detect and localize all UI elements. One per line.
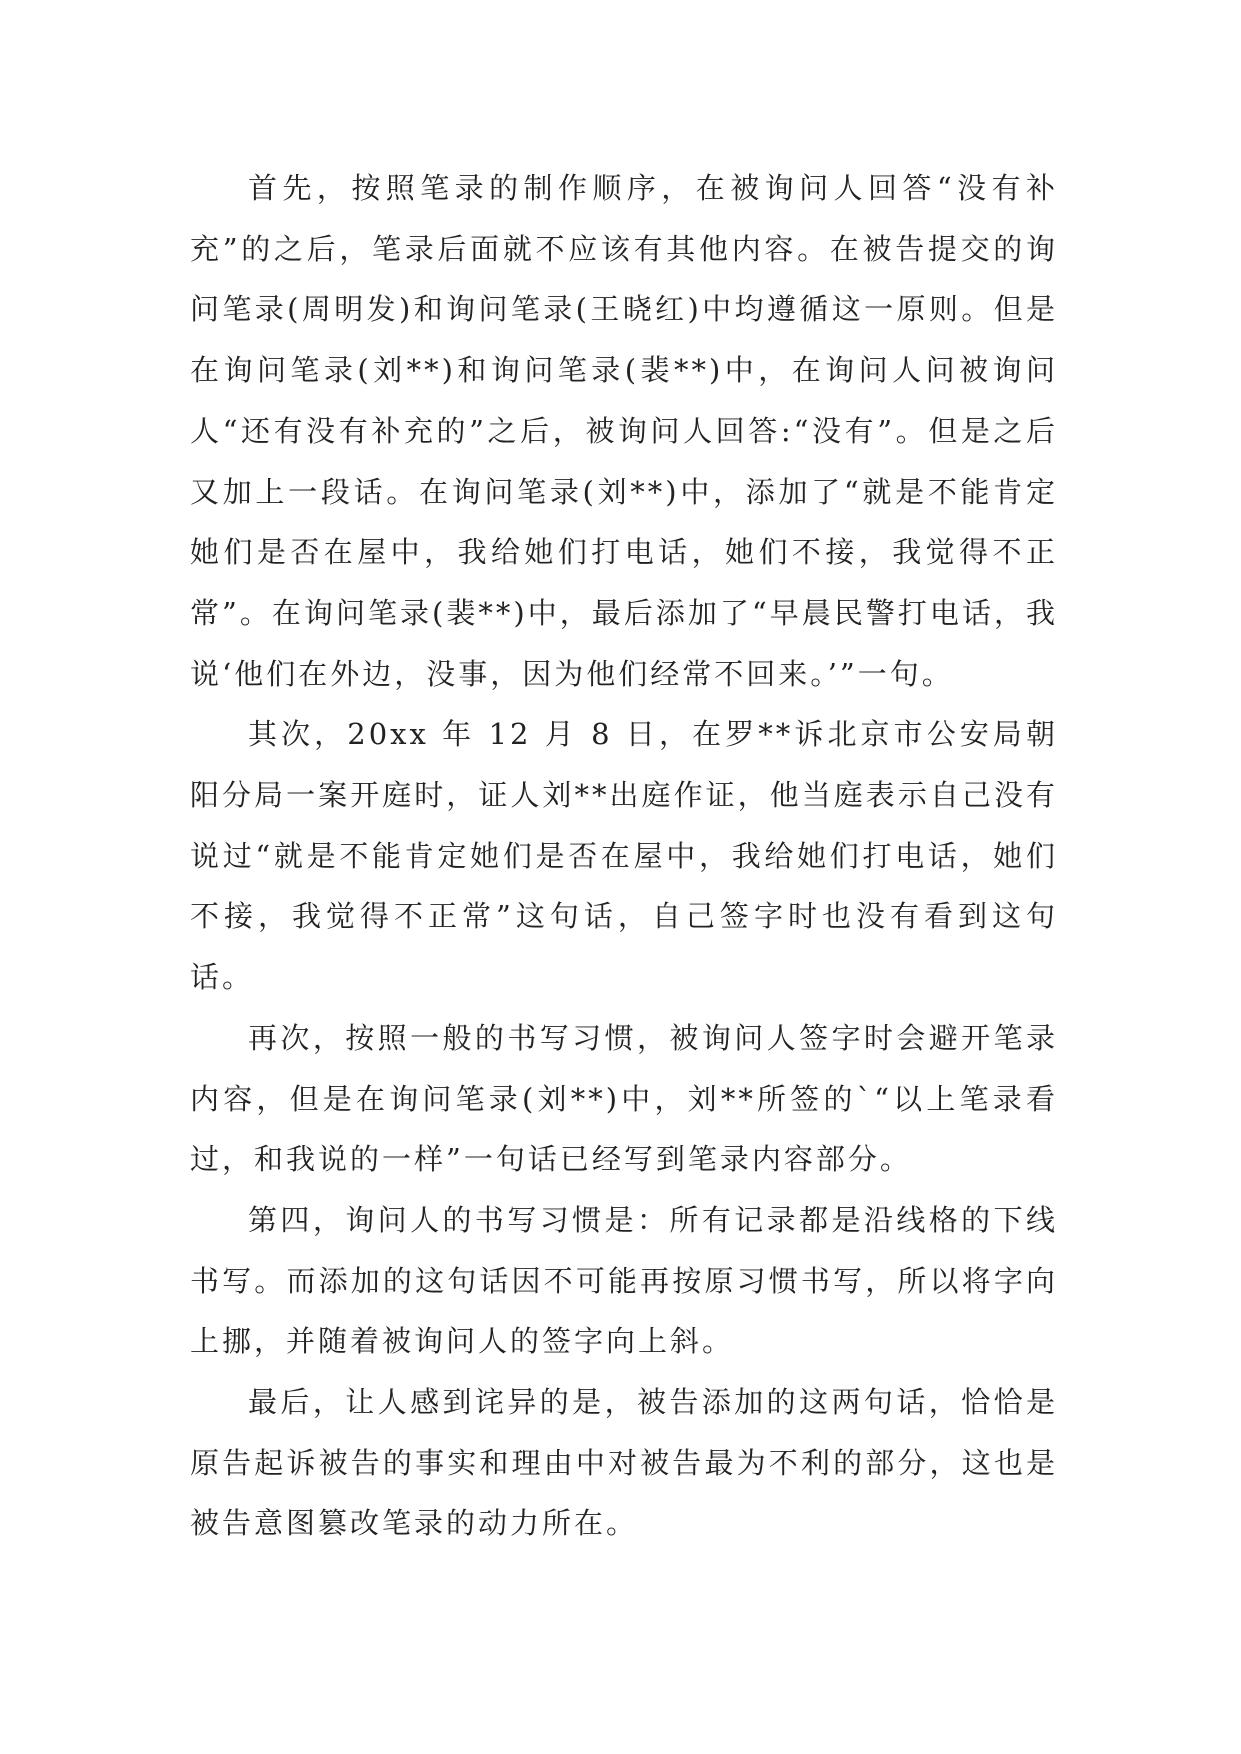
paragraph-fourth: 第四，询问人的书写习惯是：所有记录都是沿线格的下线书写。而添加的这句话因不可能再按原习惯书写，所以将字向上挪，并随着被询问人的签字向上斜。 [190, 1202, 1058, 1359]
paragraph-second: 其次，20xx 年 12 月 8 日，在罗**诉北京市公安局朝阳分局一案开庭时，证人刘**出庭作证，他当庭表示自己没有说过“就是不能肯定她们是否在屋中，我给她们打电话，她们不接，我觉得不正常”这句话，自己签字时也没有看到这句话。 [190, 717, 1058, 995]
paragraph-third: 再次，按照一般的书写习惯，被询问人签字时会避开笔录内容，但是在询问笔录(刘**)中，刘**所签的`“以上笔录看过，和我说的一样”一句话已经写到笔录内容部分。 [190, 1020, 1058, 1177]
paragraph-first: 首先，按照笔录的制作顺序，在被询问人回答“没有补充”的之后，笔录后面就不应该有其他内容。在被告提交的询问笔录(周明发)和询问笔录(王晓红)中均遵循这一原则。但是在询问笔录(刘**)和询问笔录(裴**)中，在询问人问被询问人“还有没有补充的”之后，被询问人回答:“没有”。但是之后又加上一段话。在询问笔录(刘**)中，添加了“就是不能肯定她们是否在屋中，我给她们打电话，她们不接，我觉得不正常”。在询问笔录(裴**)中，最后添加了“早晨民警打电话，我说‘他们在外边，没事，因为他们经常不回来。’”一句。 [190, 171, 1058, 691]
document-body [190, 158, 1058, 1554]
paragraph-last: 最后，让人感到诧异的是，被告添加的这两句话，恰恰是原告起诉被告的事实和理由中对被告最为不利的部分，这也是被告意图篡改笔录的动力所在。 [190, 1385, 1058, 1541]
